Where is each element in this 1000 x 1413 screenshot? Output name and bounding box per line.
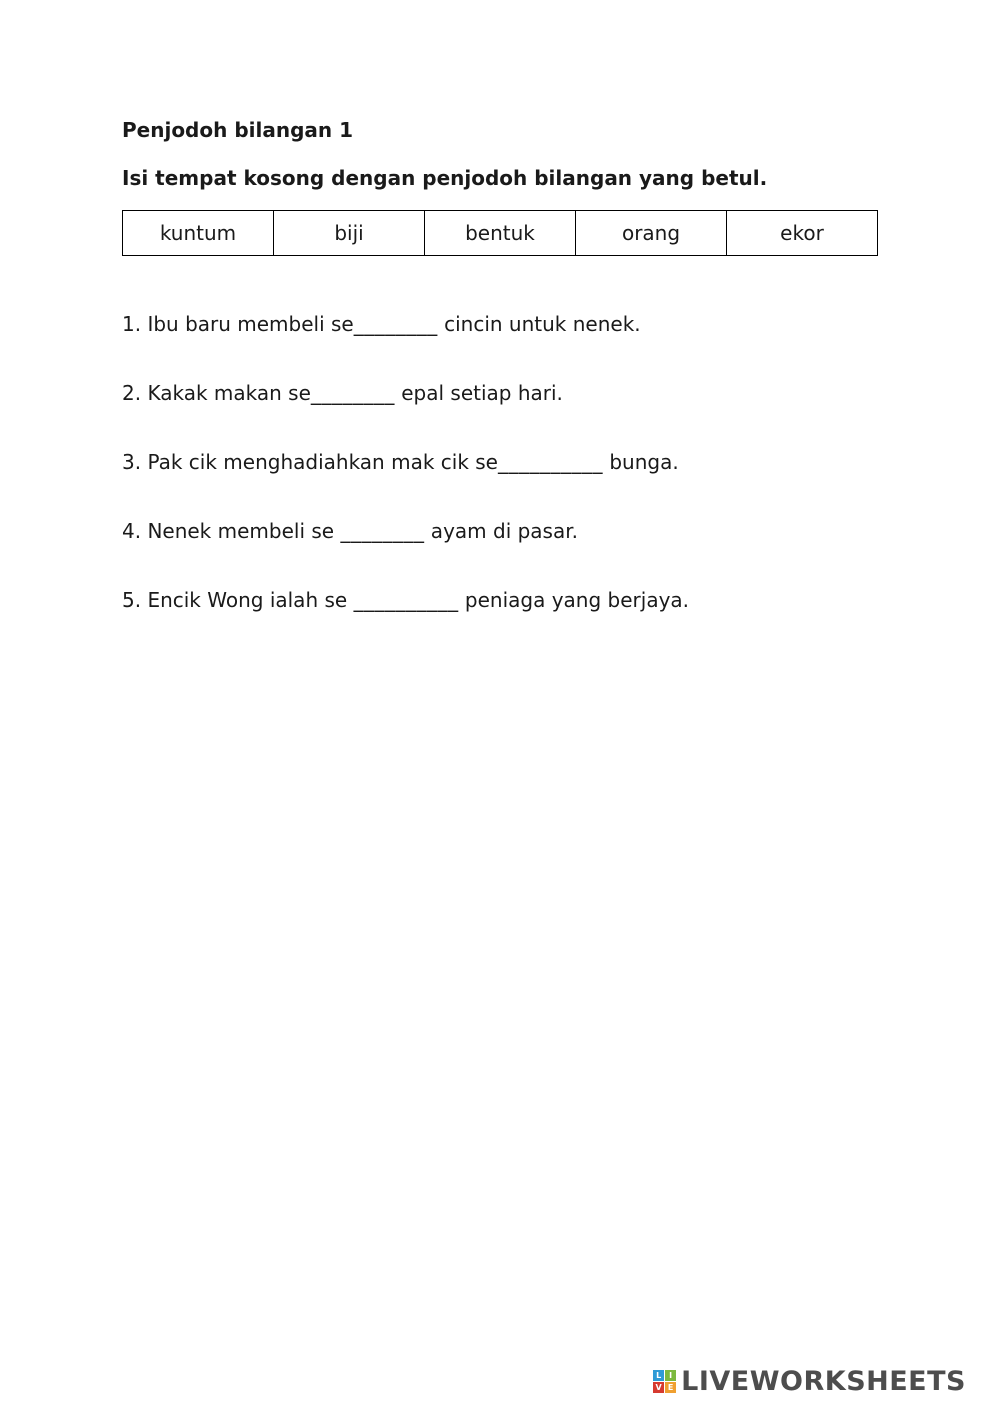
question-4-text: 4. Nenek membeli se [122, 519, 341, 543]
question-5 [122, 588, 878, 612]
word-bank-cell-orang: orang [576, 211, 727, 256]
logo-square-v: V [653, 1382, 664, 1393]
worksheet-page [122, 118, 878, 657]
question-2-suffix: epal setiap hari. [394, 381, 563, 405]
question-4-suffix: ayam di pasar. [424, 519, 578, 543]
question-1 [122, 312, 878, 336]
word-bank-table [122, 210, 878, 256]
answer-blank-1[interactable]: ________ [353, 312, 438, 336]
logo-square-i: I [665, 1370, 676, 1381]
page-title: Penjodoh bilangan 1 [122, 118, 354, 142]
liveworksheets-logo-icon [653, 1370, 676, 1393]
answer-blank-3[interactable]: __________ [497, 450, 603, 474]
question-3-suffix: bunga. [602, 450, 679, 474]
question-5-suffix: peniaga yang berjaya. [458, 588, 690, 612]
logo-square-l: L [653, 1370, 664, 1381]
question-4 [122, 519, 878, 543]
question-3 [122, 450, 878, 474]
liveworksheets-brand-text: LIVEWORKSHEETS [681, 1366, 966, 1397]
word-bank-cell-kuntum: kuntum [123, 211, 274, 256]
questions-list [122, 312, 878, 612]
question-2-text: 2. Kakak makan se [122, 381, 311, 405]
answer-blank-5[interactable]: __________ [353, 588, 459, 612]
question-5-text: 5. Encik Wong ialah se [122, 588, 354, 612]
word-bank-cell-bentuk: bentuk [425, 211, 576, 256]
question-1-text: 1. Ibu baru membeli se [122, 312, 354, 336]
question-2 [122, 381, 878, 405]
answer-blank-2[interactable]: ________ [310, 381, 395, 405]
instruction-text: Isi tempat kosong dengan penjodoh bilangan yang betul. [122, 166, 768, 190]
liveworksheets-footer [653, 1366, 966, 1397]
question-3-text: 3. Pak cik menghadiahkan mak cik se [122, 450, 498, 474]
word-bank-cell-ekor: ekor [727, 211, 878, 256]
question-1-suffix: cincin untuk nenek. [437, 312, 641, 336]
word-bank-cell-biji: biji [274, 211, 425, 256]
logo-square-e: E [665, 1382, 676, 1393]
word-bank-row [123, 211, 878, 256]
answer-blank-4[interactable]: ________ [340, 519, 425, 543]
